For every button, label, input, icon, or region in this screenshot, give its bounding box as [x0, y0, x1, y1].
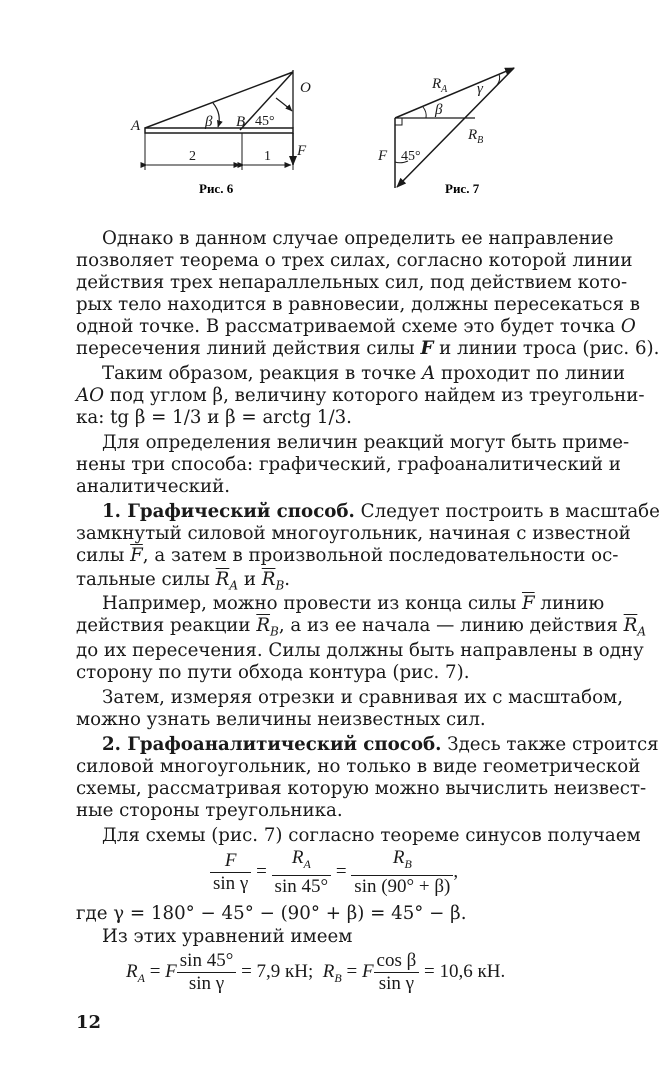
figures-area [0, 0, 661, 215]
text-line: Например, можно провести из конца силы $\overline{F}$ линию [102, 593, 605, 614]
fraction-cos-beta-sin-gamma: $\frac{\text{cos β}}{\text{sin γ}}$ [374, 950, 420, 995]
figure-7 [377, 68, 514, 196]
text-line: нены три способа: графический, графоаналитический и [76, 454, 621, 475]
label-beta: β [205, 114, 213, 130]
text-line: ка: tg β = 1/3 и β = arctg 1/3. [76, 407, 352, 428]
fraction-f-sin-gamma: $\frac{F}{\text{sin γ}}$ [210, 850, 251, 895]
conclusion-intro: Из этих уравнений имеем [102, 926, 353, 947]
text-line: AO под углом β, величину которого найдем из треугольни- [76, 385, 645, 406]
fraction-ra-sin45: $\frac{R_A}{\sin 45^\circ}$ [272, 847, 332, 898]
text-line: силовой многоугольник, но только в виде геометрической [76, 756, 641, 777]
text-line: тальные силы $\overline{R}_A$ и $\overline{R}_B$. [76, 569, 291, 593]
text-line: до их пересечения. Силы должны быть направлены в одну [76, 640, 644, 661]
text-line: можно узнать величины неизвестных сил. [76, 709, 486, 730]
label-o: O [300, 80, 311, 96]
label-45-7: 45° [401, 149, 421, 164]
text-line: одной точке. В рассматриваемой схеме это будет точка O [76, 316, 636, 337]
label-beta-7: β [435, 102, 443, 118]
text-line: пересечения линий действия силы F и линии троса (рис. 6). [76, 338, 660, 359]
rb-arrow [397, 68, 514, 187]
text-line: схемы, рассматривая которую можно вычислить неизвест- [76, 778, 647, 799]
caption-fig7: Рис. 7 [445, 181, 480, 196]
page-number: 12 [76, 1012, 102, 1033]
figure-6 [130, 70, 311, 196]
text-line: Затем, измеряя отрезки и сравнивая их с масштабом, [102, 687, 623, 708]
dim-label-1: 1 [264, 149, 271, 164]
fraction-sin45-sin-gamma: $\frac{\sin 45^\circ}{\text{sin γ}}$ [177, 950, 237, 995]
ra-arrow [395, 68, 514, 118]
text-line: сторону по пути обхода контура (рис. 7). [76, 662, 470, 683]
text-line: действия трех непараллельных сил, под действием кото- [76, 272, 628, 293]
label-f-7: F [378, 148, 388, 164]
label-gamma: γ [477, 81, 483, 97]
caption-fig6: Рис. 6 [199, 181, 234, 196]
label-rb: $R_B$ [468, 127, 484, 146]
text-line: 2. Графоаналитический способ. Здесь также строится [102, 734, 659, 755]
text-line: замкнутый силовой многоугольник, начиная с известной [76, 523, 631, 544]
text-line: действия реакции $\overline{R}_B$, а из ее начала — линию действия $\overline{R}_A$ [76, 615, 647, 639]
equation-sines: $\frac{F}{\text{sin γ}}$ = $\frac{R_A}{\sin 45^\circ}$ = $\frac{R_B}{\sin (90^\circ + \beta)}$ , [210, 847, 458, 898]
label-45: 45° [255, 114, 275, 129]
right-angle-mark [395, 118, 402, 125]
text-line: силы $\overline{F}$, а затем в произвольной последовательности ос- [76, 545, 619, 566]
text-line: позволяет теорема о трех силах, согласно которой линии [76, 250, 633, 271]
text-line: Таким образом, реакция в точке A проходит по линии [102, 363, 625, 384]
label-f: F [297, 143, 307, 159]
gamma-expression: где γ = 180° − 45° − (90° + β) = 45° − β. [76, 903, 467, 924]
label-b: B [236, 114, 246, 130]
text-line: Однако в данном случае определить ее направление [102, 228, 614, 249]
dim-label-2: 2 [189, 149, 196, 164]
text-line: ные стороны треугольника. [76, 800, 343, 821]
beta-arc-7 [423, 107, 426, 118]
text-line: рых тело находится в равновесии, должны пересекаться в [76, 294, 640, 315]
label-ra: $R_A$ [432, 76, 448, 95]
beta-arc [213, 103, 219, 127]
text-line: аналитический. [76, 476, 231, 497]
text-line: Для определения величин реакций могут быть приме- [102, 432, 630, 453]
text-line: 1. Графический способ. Следует построить в масштабе [102, 501, 660, 522]
fraction-rb-sin90: $\frac{R_B}{\sin (90^\circ + \beta)}$ [351, 847, 453, 898]
equation-results: $R_A = F$ $\frac{\sin 45^\circ}{\text{sin γ}}$ = 7,9 кН; $R_B = F$ $\frac{\text{cos β}}{\text{sin γ}}$ = 10,6 кН. [126, 950, 506, 994]
paragraph-8: Для схемы (рис. 7) согласно теореме синусов получаем [102, 825, 641, 846]
angle-45-arc [276, 98, 292, 111]
label-a: A [131, 118, 141, 134]
